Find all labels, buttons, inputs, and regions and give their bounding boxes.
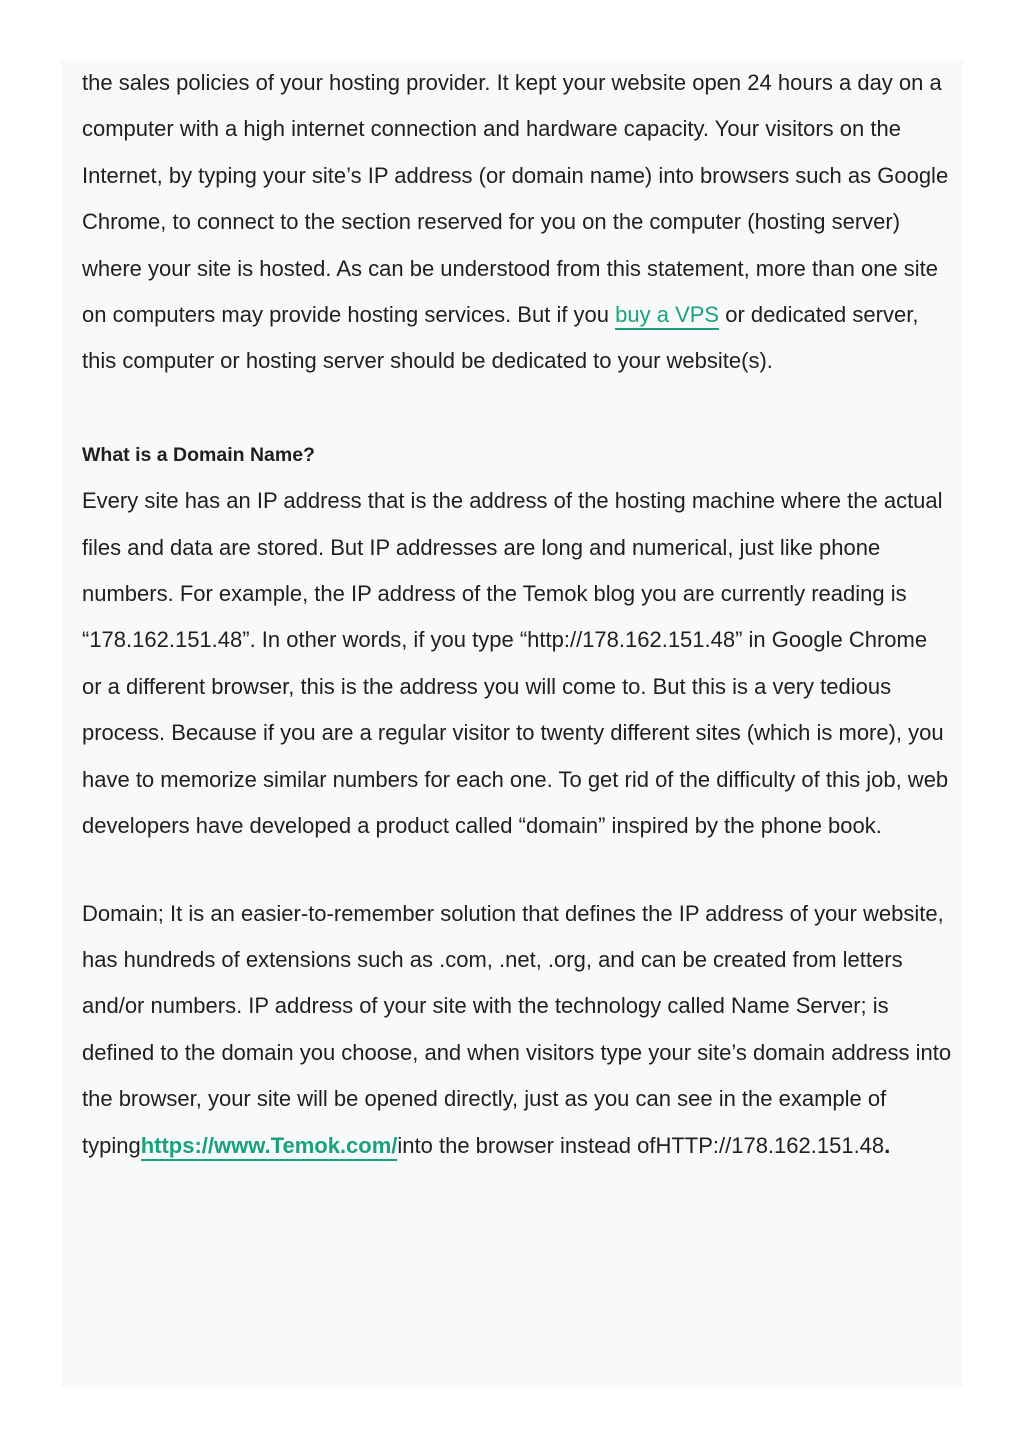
- buy-vps-link[interactable]: buy a VPS: [615, 302, 719, 330]
- ip-address-paragraph: Every site has an IP address that is the address of the hosting machine where the actual files and data are stored. But IP addresses are long and numerical, just like phone numbers. For example, the IP address of the Temok blog you are currently reading is “178.162.151.48”. In other words, if you type “http://178.162.151.48” in Google Chrome or a different browser, this is the address you will come to. But this is a very tedious process. Because if you are a regular visitor to twenty different sites (which is more), you have to memorize similar numbers for each one. To get rid of the difficulty of this job, web developers have developed a product called “domain” inspired by the phone book.: [82, 488, 949, 839]
- domain-text-end: into the browser instead ofHTTP://178.162.151.48: [397, 1132, 885, 1158]
- domain-text-period: .: [884, 1132, 891, 1158]
- hosting-text-end: or dedicated server, this computer or hosting server should be dedicated to your website(s).: [82, 302, 919, 374]
- article-body: [82, 60, 952, 1169]
- domain-name-heading: What is a Domain Name?: [82, 443, 315, 466]
- hosting-paragraph: [82, 60, 952, 385]
- temok-url-link[interactable]: https://www.Temok.com/: [141, 1133, 398, 1161]
- domain-text-start: Domain; It is an easier-to-remember solution that defines the IP address of your website, has hundreds of extensions such as .com, .net, .org, and can be created from letters and/or numbers. IP address of your site with the technology called Name Server; is defined to the domain you choose, and when visitors type your site’s domain address into the browser, your site will be opened directly, just as you can see in the example of typing: [82, 900, 952, 1158]
- domain-paragraph: [82, 891, 952, 1169]
- hosting-text-start: the sales policies of your hosting provider. It kept your website open 24 hours a day on a computer with a high internet connection and hardware capacity. Your visitors on the Internet, by typing your site’s IP address (or domain name) into browsers such as Google Chrome, to connect to the section reserved for you on the computer (hosting server) where your site is hosted. As can be understood from this statement, more than one site on computers may provide hosting services. But if you: [82, 70, 949, 328]
